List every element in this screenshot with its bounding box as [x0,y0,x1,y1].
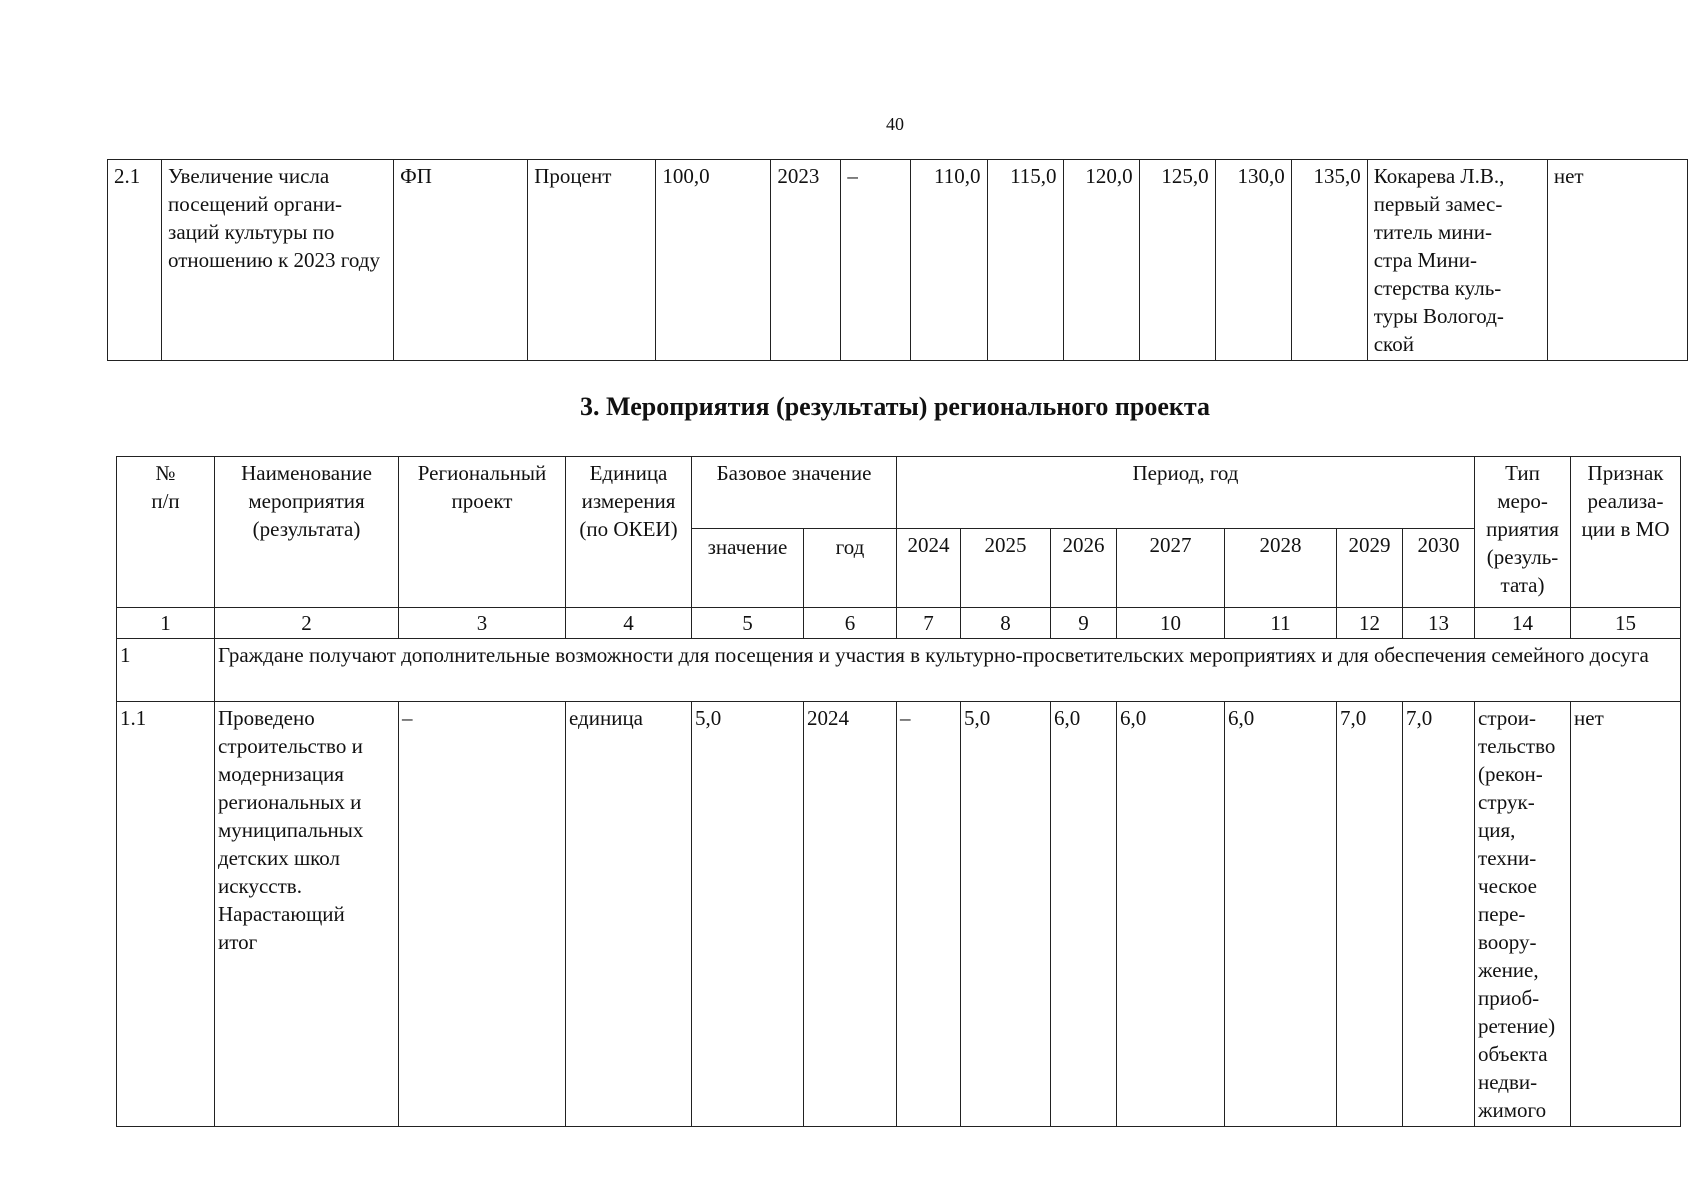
header-project: Региональный проект [399,457,566,608]
value-2029-cell: 130,0 [1215,160,1291,361]
value-2028-cell: 6,0 [1225,702,1337,1127]
value-2024-cell: – [897,702,961,1127]
base-year-cell: 2023 [771,160,841,361]
section-title: 3. Мероприятия (результаты) регионального проекта [580,392,1210,421]
flag-cell: нет [1571,702,1681,1127]
column-number: 7 [897,608,961,639]
column-number: 15 [1571,608,1681,639]
header-base-year: год [804,529,897,608]
flag-cell: нет [1547,160,1687,361]
header-base-value: значение [692,529,804,608]
header-type: Тип меро- приятия (резуль- тата) [1475,457,1571,608]
header-year: 2025 [961,529,1051,608]
base-value-cell: 5,0 [692,702,804,1127]
value-2025-cell: 110,0 [911,160,987,361]
column-number: 3 [399,608,566,639]
table-row [117,702,1681,1127]
unit-cell: единица [566,702,692,1127]
base-year-cell: 2024 [804,702,897,1127]
header-period: Период, год [897,457,1475,529]
base-value-cell: 100,0 [656,160,771,361]
value-2028-cell: 125,0 [1139,160,1215,361]
value-2027-cell: 6,0 [1117,702,1225,1127]
column-number: 4 [566,608,692,639]
header-year: 2026 [1051,529,1117,608]
column-number: 11 [1225,608,1337,639]
value-2029-cell: 7,0 [1337,702,1403,1127]
column-number: 9 [1051,608,1117,639]
column-number: 12 [1337,608,1403,639]
type-cell: строи- тельство (рекон- струк- ция, техни- ческое пере- воору- жение, приоб- ретение) объекта недви- жимого [1475,702,1571,1127]
column-number: 5 [692,608,804,639]
header-year: 2024 [897,529,961,608]
column-number: 2 [215,608,399,639]
indicator-name: Увеличение числа посещений органи- заций культуры по отношению к 2023 году [162,160,394,361]
project-cell: – [399,702,566,1127]
table-row [108,160,1688,361]
measure-name: Проведено строительство и модернизация региональных и муниципальных детских школ искусств. Нарастающий итог [215,702,399,1127]
header-year: 2028 [1225,529,1337,608]
header-year: 2027 [1117,529,1225,608]
column-number: 14 [1475,608,1571,639]
indicators-table [107,159,1688,361]
value-2026-cell: 115,0 [987,160,1063,361]
value-2024-cell: – [841,160,911,361]
value-2030-cell: 135,0 [1291,160,1367,361]
header-name: Наименование мероприятия (результата) [215,457,399,608]
measures-table [116,456,1681,1127]
header-year: 2029 [1337,529,1403,608]
column-number: 8 [961,608,1051,639]
group-row [117,639,1681,702]
column-number: 13 [1403,608,1475,639]
row-number: 1.1 [117,702,215,1127]
group-number: 1 [117,639,215,702]
header-row [117,457,1681,529]
column-number-row [117,608,1681,639]
value-2026-cell: 6,0 [1051,702,1117,1127]
header-flag: Признак реализа- ции в МО [1571,457,1681,608]
header-year: 2030 [1403,529,1475,608]
responsible-cell: Кокарева Л.В., первый замес- титель мини- стра Мини- стерства куль- туры Вологод- ской [1367,160,1547,361]
value-2025-cell: 5,0 [961,702,1051,1127]
group-description: Граждане получают дополнительные возможности для посещения и участия в культурно-просветительских мероприятиях и для обеспечения семейного досуга [215,639,1681,702]
header-num: № п/п [117,457,215,608]
column-number: 6 [804,608,897,639]
project-cell: ФП [394,160,528,361]
page-number: 40 [886,114,904,134]
header-base: Базовое значение [692,457,897,529]
value-2027-cell: 120,0 [1063,160,1139,361]
header-unit: Единица измерения (по ОКЕИ) [566,457,692,608]
value-2030-cell: 7,0 [1403,702,1475,1127]
unit-cell: Процент [528,160,656,361]
column-number: 10 [1117,608,1225,639]
column-number: 1 [117,608,215,639]
row-number: 2.1 [108,160,162,361]
